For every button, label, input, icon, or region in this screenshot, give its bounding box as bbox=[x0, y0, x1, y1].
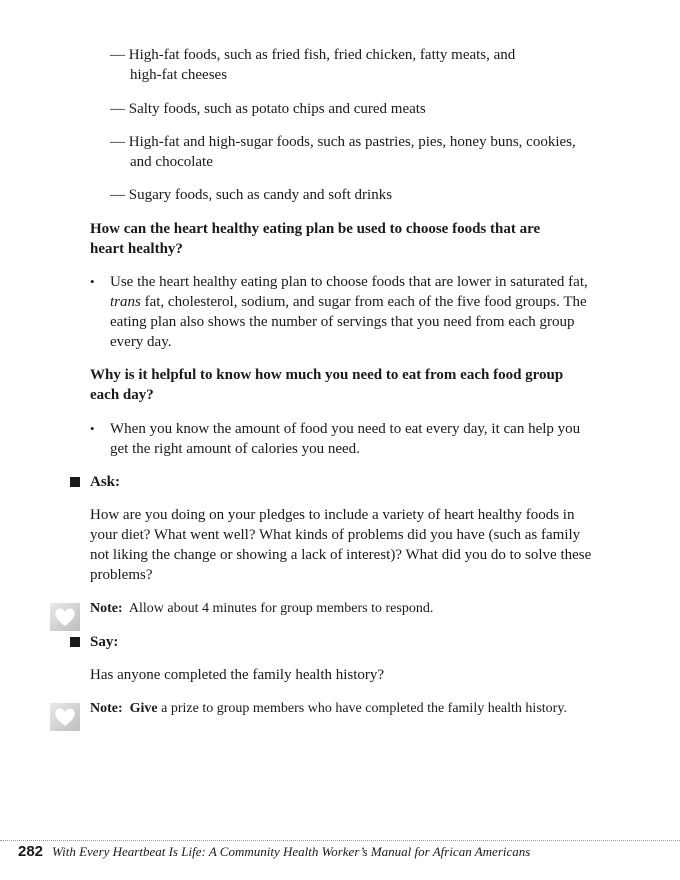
answer-bullet-1 bbox=[90, 272, 600, 352]
note-2 bbox=[90, 699, 630, 719]
list-item-text-cont: high-fat cheeses bbox=[130, 67, 228, 83]
note-bold-word: Give bbox=[129, 701, 158, 716]
question-heading-2 bbox=[90, 365, 610, 405]
ask-text: How are you doing on your pledges to include a variety of heart healthy foods in your diet? What went well? What kinds of problems did you have (such as family not liking the change or showing a lack of interest)? What did you do to solve these problems? bbox=[90, 507, 592, 583]
answer-text: When you know the amount of food you need to eat every day, it can help you get the right amount of calories you need. bbox=[110, 421, 581, 457]
answer-text-cont: fat, cholesterol, sodium, and sugar from each of the five food groups. The eating plan also shows the number of servings that you need from each group every day. bbox=[110, 294, 587, 350]
note-label: Note: bbox=[90, 601, 123, 616]
answer-text: Use the heart healthy eating plan to choose foods that are lower in saturated fat, bbox=[110, 274, 588, 290]
list-item-text: — Salty foods, such as potato chips and cured meats bbox=[110, 101, 426, 117]
footer-title: With Every Heartbeat Is Life: A Community Health Worker’s Manual for African Americans bbox=[52, 844, 531, 859]
list-item-text-cont: and chocolate bbox=[130, 154, 213, 170]
question-line: Why is it helpful to know how much you need to eat from each food group bbox=[90, 367, 564, 383]
heart-icon bbox=[50, 603, 80, 631]
say-text: Has anyone completed the family health history? bbox=[90, 667, 385, 683]
list-item-high-sugar-foods bbox=[110, 132, 630, 172]
heart-icon bbox=[50, 703, 80, 731]
page-number: 282 bbox=[18, 843, 44, 860]
note-1 bbox=[90, 599, 610, 619]
question-heading-1 bbox=[90, 219, 610, 259]
note-text: Allow about 4 minutes for group members to respond. bbox=[128, 601, 434, 616]
answer-italic-text: trans bbox=[110, 294, 141, 310]
question-line-cont: heart healthy? bbox=[90, 241, 183, 257]
list-item-text: — Sugary foods, such as candy and soft drinks bbox=[110, 187, 393, 203]
question-line: How can the heart healthy eating plan be used to choose foods that are bbox=[90, 221, 541, 237]
answer-bullet-2 bbox=[90, 419, 600, 459]
footer-divider bbox=[0, 840, 680, 841]
list-item-sugary-foods bbox=[110, 185, 630, 205]
list-item-high-fat-foods bbox=[110, 45, 630, 85]
square-bullet-icon bbox=[70, 477, 80, 487]
note-label: Note: bbox=[90, 701, 123, 716]
list-item-text: — High-fat foods, such as fried fish, fried chicken, fatty meats, and bbox=[110, 47, 516, 63]
bullet-icon: • bbox=[90, 421, 95, 436]
square-bullet-icon bbox=[70, 637, 80, 647]
ask-label: Ask: bbox=[90, 474, 121, 490]
question-line-cont: each day? bbox=[90, 387, 154, 403]
page-footer bbox=[0, 840, 680, 870]
list-item-text: — High-fat and high-sugar foods, such as pastries, pies, honey buns, cookies, bbox=[110, 134, 576, 150]
note-text: a prize to group members who have completed the family health history. bbox=[157, 701, 567, 716]
list-item-salty-foods bbox=[110, 99, 630, 119]
say-label: Say: bbox=[90, 634, 119, 650]
bullet-icon: • bbox=[90, 274, 95, 289]
